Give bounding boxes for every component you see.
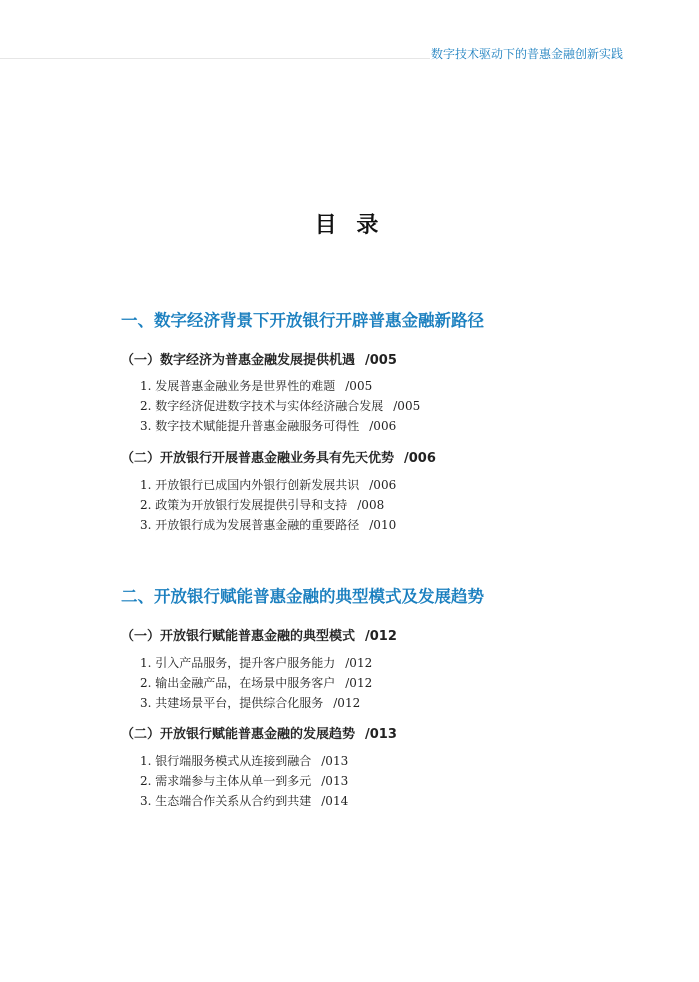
toc-item[interactable] — [140, 752, 348, 769]
toc-item[interactable] — [140, 654, 372, 671]
item-page: /006 — [369, 478, 397, 492]
item-label: 2. 政策为开放银行发展提供引导和支持 — [140, 498, 348, 512]
item-page: /010 — [369, 518, 397, 532]
section-label: （一）数字经济为普惠金融发展提供机遇 — [121, 353, 356, 368]
item-label: 1. 银行端服务模式从连接到融合 — [140, 754, 312, 768]
item-page: /014 — [321, 794, 349, 808]
item-page: /012 — [345, 676, 373, 690]
section-label: （二）开放银行开展普惠金融业务具有先天优势 — [121, 451, 395, 466]
item-page: /006 — [369, 419, 397, 433]
item-label: 3. 生态端合作关系从合约到共建 — [140, 794, 312, 808]
toc-item[interactable] — [140, 516, 396, 533]
item-page: /012 — [333, 696, 361, 710]
section-page: /006 — [404, 451, 436, 466]
item-label: 3. 数字技术赋能提升普惠金融服务可得性 — [140, 419, 360, 433]
item-label: 2. 输出金融产品，在场景中服务客户 — [140, 676, 336, 690]
item-label: 1. 引入产品服务，提升客户服务能力 — [140, 656, 336, 670]
item-page: /005 — [393, 399, 421, 413]
section-page: /005 — [365, 353, 397, 368]
toc-item[interactable] — [140, 476, 396, 493]
header-rule — [0, 58, 430, 59]
toc-item[interactable] — [140, 417, 396, 434]
item-page: /008 — [357, 498, 385, 512]
toc-chapter-1[interactable]: 一、数字经济背景下开放银行开辟普惠金融新路径 — [121, 311, 484, 330]
page-header — [0, 0, 699, 60]
item-label: 2. 需求端参与主体从单一到多元 — [140, 774, 312, 788]
section-label: （二）开放银行赋能普惠金融的发展趋势 — [121, 727, 356, 742]
toc-section-1-2[interactable] — [121, 447, 436, 466]
item-label: 1. 开放银行已成国内外银行创新发展共识 — [140, 478, 360, 492]
item-page: /005 — [345, 379, 373, 393]
toc-item[interactable] — [140, 397, 420, 414]
item-page: /013 — [321, 774, 349, 788]
section-page: /012 — [365, 629, 397, 644]
toc-item[interactable] — [140, 772, 348, 789]
item-page: /012 — [345, 656, 373, 670]
section-page: /013 — [365, 727, 397, 742]
header-title: 数字技术驱动下的普惠金融创新实践 — [430, 47, 623, 61]
toc-section-2-1[interactable] — [121, 625, 397, 644]
section-label: （一）开放银行赋能普惠金融的典型模式 — [121, 629, 356, 644]
toc-item[interactable] — [140, 792, 348, 809]
toc-item[interactable] — [140, 674, 372, 691]
toc-section-2-2[interactable] — [121, 723, 397, 742]
item-label: 1. 发展普惠金融业务是世界性的难题 — [140, 379, 336, 393]
toc-section-1-1[interactable] — [121, 349, 397, 368]
toc-chapter-2[interactable]: 二、开放银行赋能普惠金融的典型模式及发展趋势 — [121, 587, 484, 606]
item-label: 2. 数字经济促进数字技术与实体经济融合发展 — [140, 399, 384, 413]
toc-item[interactable] — [140, 694, 360, 711]
item-label: 3. 共建场景平台，提供综合化服务 — [140, 696, 324, 710]
item-label: 3. 开放银行成为发展普惠金融的重要路径 — [140, 518, 360, 532]
toc-item[interactable] — [140, 377, 372, 394]
item-page: /013 — [321, 754, 349, 768]
toc-item[interactable] — [140, 496, 384, 513]
toc-title: 目 录 — [314, 212, 385, 238]
